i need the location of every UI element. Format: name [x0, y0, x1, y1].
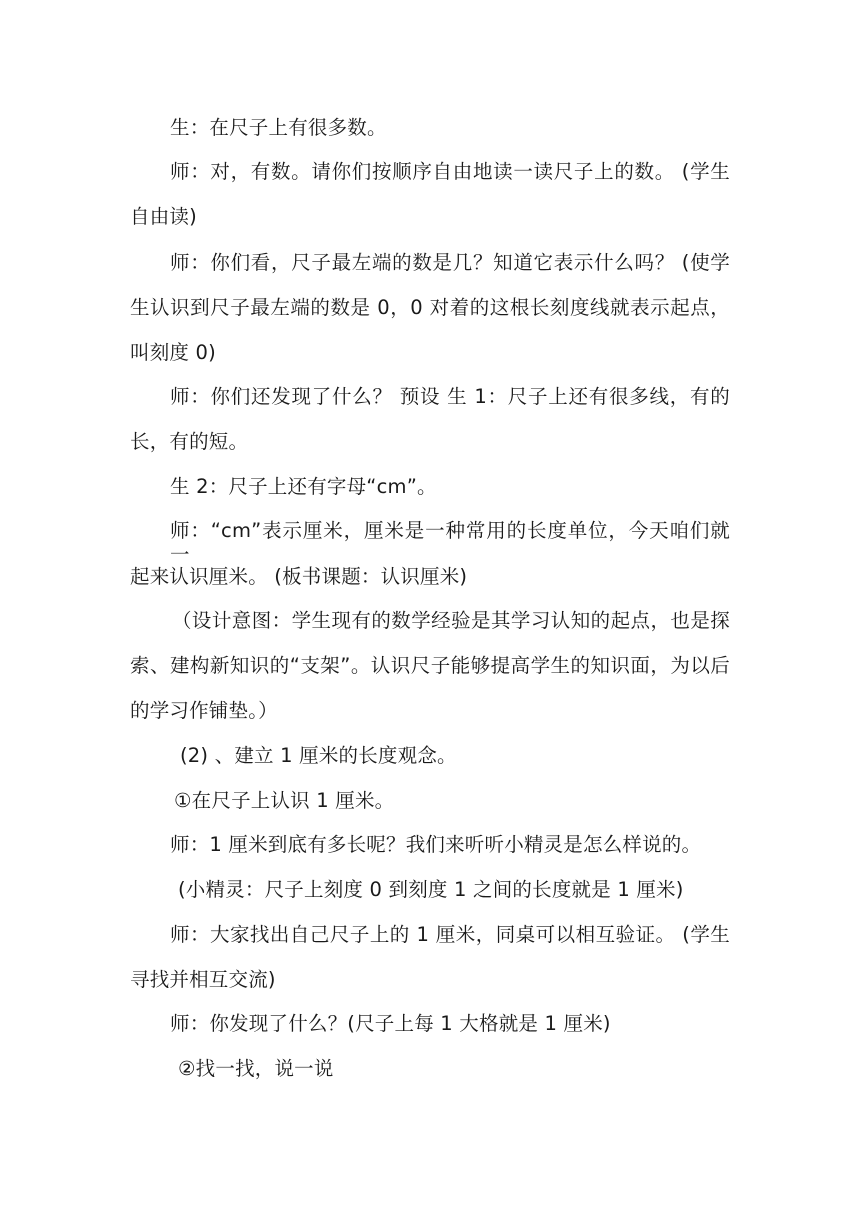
- paragraph-line: 师：你发现了什么？(尺子上每 1 大格就是 1 厘米): [170, 1012, 611, 1035]
- paragraph-line: 师：对，有数。请你们按顺序自由地读一读尺子上的数。 (学生: [170, 160, 730, 183]
- paragraph-line: 生 2：尺子上还有字母“cm”。: [170, 475, 437, 498]
- paragraph-line: 叫刻度 0): [130, 341, 216, 364]
- paragraph-line: 师：大家找出自己尺子上的 1 厘米，同桌可以相互验证。 (学生: [170, 923, 730, 946]
- paragraph-line: 长，有的短。: [130, 430, 249, 453]
- subsection-heading: ①在尺子上认识 1 厘米。: [174, 789, 395, 812]
- paragraph-line: 寻找并相互交流): [130, 968, 276, 991]
- paragraph-line: 起来认识厘米。 (板书课题：认识厘米): [130, 565, 468, 588]
- paragraph-line: 师：你们看，尺子最左端的数是几？知道它表示什么吗？ (使学: [170, 251, 730, 274]
- paragraph-line: (小精灵：尺子上刻度 0 到刻度 1 之间的长度就是 1 厘米): [178, 878, 684, 901]
- section-heading: (2) 、建立 1 厘米的长度观念。: [180, 744, 457, 767]
- paragraph-line: 索、建构新知识的“支架”。认识尺子能够提高学生的知识面，为以后: [130, 654, 730, 677]
- paragraph-line: 自由读): [130, 205, 197, 228]
- paragraph-line: 生认识到尺子最左端的数是 0，0 对着的这根长刻度线就表示起点，: [130, 296, 730, 319]
- paragraph-line: 师：你们还发现了什么？ 预设 生 1：尺子上还有很多线，有的: [170, 385, 730, 408]
- paragraph-line: 师：“cm”表示厘米，厘米是一种常用的长度单位，今天咱们就一: [170, 519, 730, 566]
- paragraph-line: （设计意图：学生现有的数学经验是其学习认知的起点，也是探: [172, 609, 730, 632]
- paragraph-line: 生：在尺子上有很多数。: [170, 116, 387, 139]
- subsection-heading: ②找一找，说一说: [178, 1057, 334, 1080]
- paragraph-line: 师：1 厘米到底有多长呢？我们来听听小精灵是怎么样说的。: [170, 833, 702, 856]
- paragraph-line: 的学习作铺垫。）: [130, 699, 278, 722]
